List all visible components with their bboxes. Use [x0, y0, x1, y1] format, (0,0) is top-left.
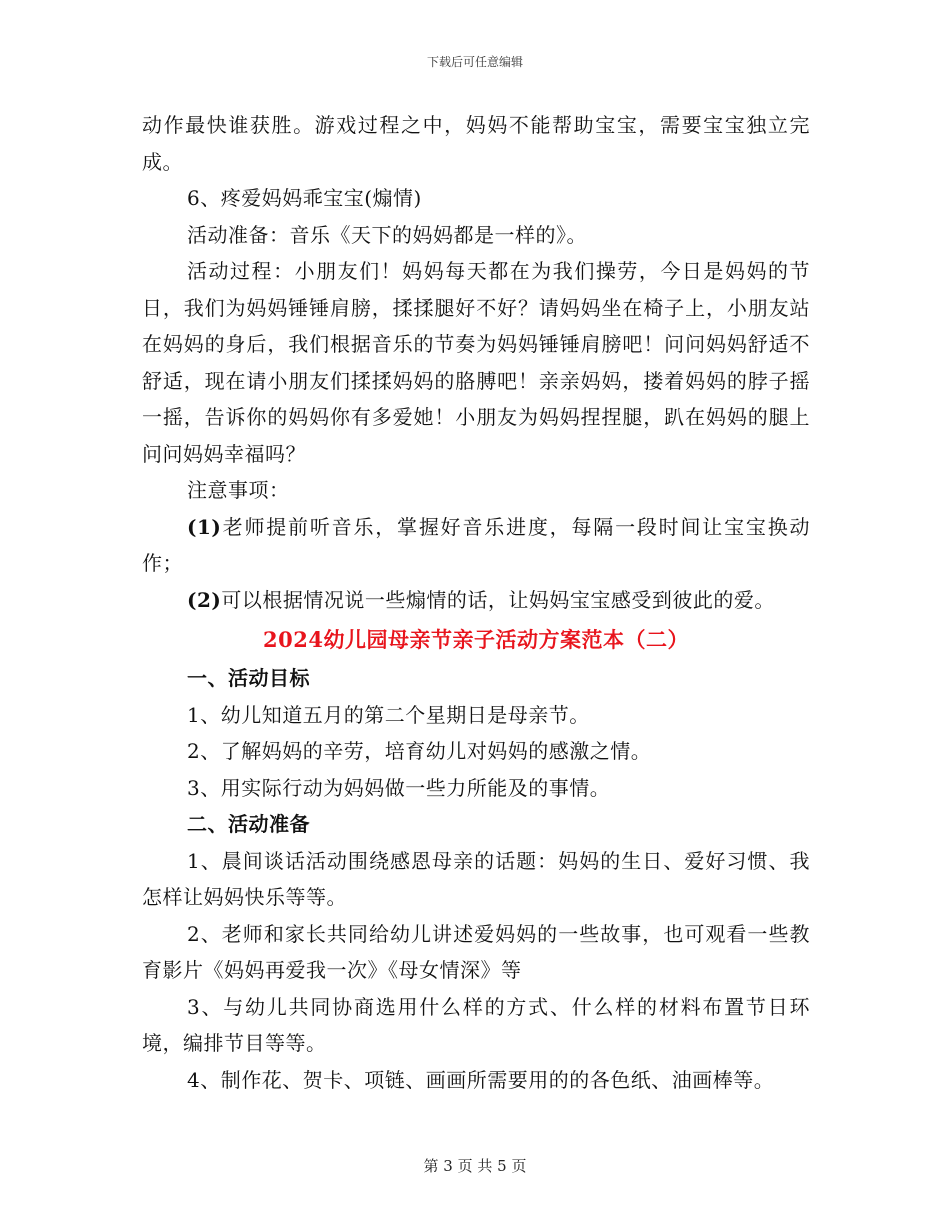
activity-preparation: 活动准备：音乐《天下的妈妈都是一样的》。 — [187, 222, 587, 247]
section-title: 2024幼儿园母亲节亲子活动方案范本（二） — [263, 627, 689, 652]
note-2-text: 可以根据情况说一些煽情的话，让妈妈宝宝感受到彼此的爱。 — [221, 587, 775, 612]
note-1-number: (1) — [187, 514, 222, 539]
item-6-title: 6、疼爱妈妈乖宝宝(煽情) — [187, 186, 422, 210]
notes-title: 注意事项： — [187, 478, 290, 502]
prep-item: 2、老师和家长共同给幼儿讲述爱妈妈的一些故事，也可观看一些教育影片《妈妈再爱我一次》《母女情深》等 — [142, 921, 810, 982]
goal-item: 1、幼儿知道五月的第二个星期日是母亲节。 — [187, 702, 590, 727]
paragraph-continued: 动作最快谁获胜。游戏过程之中，妈妈不能帮助宝宝，需要宝宝独立完成。 — [142, 113, 810, 174]
heading-goals: 一、活动目标 — [187, 666, 310, 690]
page-footer: 第 3 页 共 5 页 — [423, 1157, 527, 1175]
prep-item: 4、制作花、贺卡、项链、画画所需要用的的各色纸、油画棒等。 — [187, 1067, 775, 1092]
note-2 — [142, 582, 810, 619]
note-1 — [142, 509, 810, 582]
goal-item: 3、用实际行动为妈妈做一些力所能及的事情。 — [187, 775, 611, 800]
prep-item: 1、晨间谈话活动围绕感恩母亲的话题：妈妈的生日、爱好习惯、我怎样让妈妈快乐等等。 — [142, 848, 810, 909]
page-header: 下载后可任意编辑 — [426, 55, 523, 69]
activity-process: 活动过程：小朋友们！妈妈每天都在为我们操劳，今日是妈妈的节日，我们为妈妈锤锤肩膀，揉揉腿好不好？请妈妈坐在椅子上，小朋友站在妈妈的身后，我们根据音乐的节奏为妈妈锤锤肩膀吧！问问妈妈舒适不舒适，现在请小朋友们揉揉妈妈的胳膊吧！亲亲妈妈，搂着妈妈的脖子摇一摇，告诉你的妈妈你有多爱她！小朋友为妈妈捏捏腿，趴在妈妈的腿上问问妈妈幸福吗？ — [142, 259, 810, 466]
heading-preparation: 二、活动准备 — [187, 812, 310, 836]
note-2-number: (2) — [187, 587, 222, 612]
prep-item: 3、与幼儿共同协商选用什么样的方式、什么样的材料布置节日环境，编排节目等等。 — [142, 994, 810, 1055]
note-1-text: 老师提前听音乐，掌握好音乐进度，每隔一段时间让宝宝换动作； — [142, 514, 810, 575]
document-body — [142, 107, 810, 1098]
goal-item: 2、了解妈妈的辛劳，培育幼儿对妈妈的感激之情。 — [187, 739, 652, 763]
